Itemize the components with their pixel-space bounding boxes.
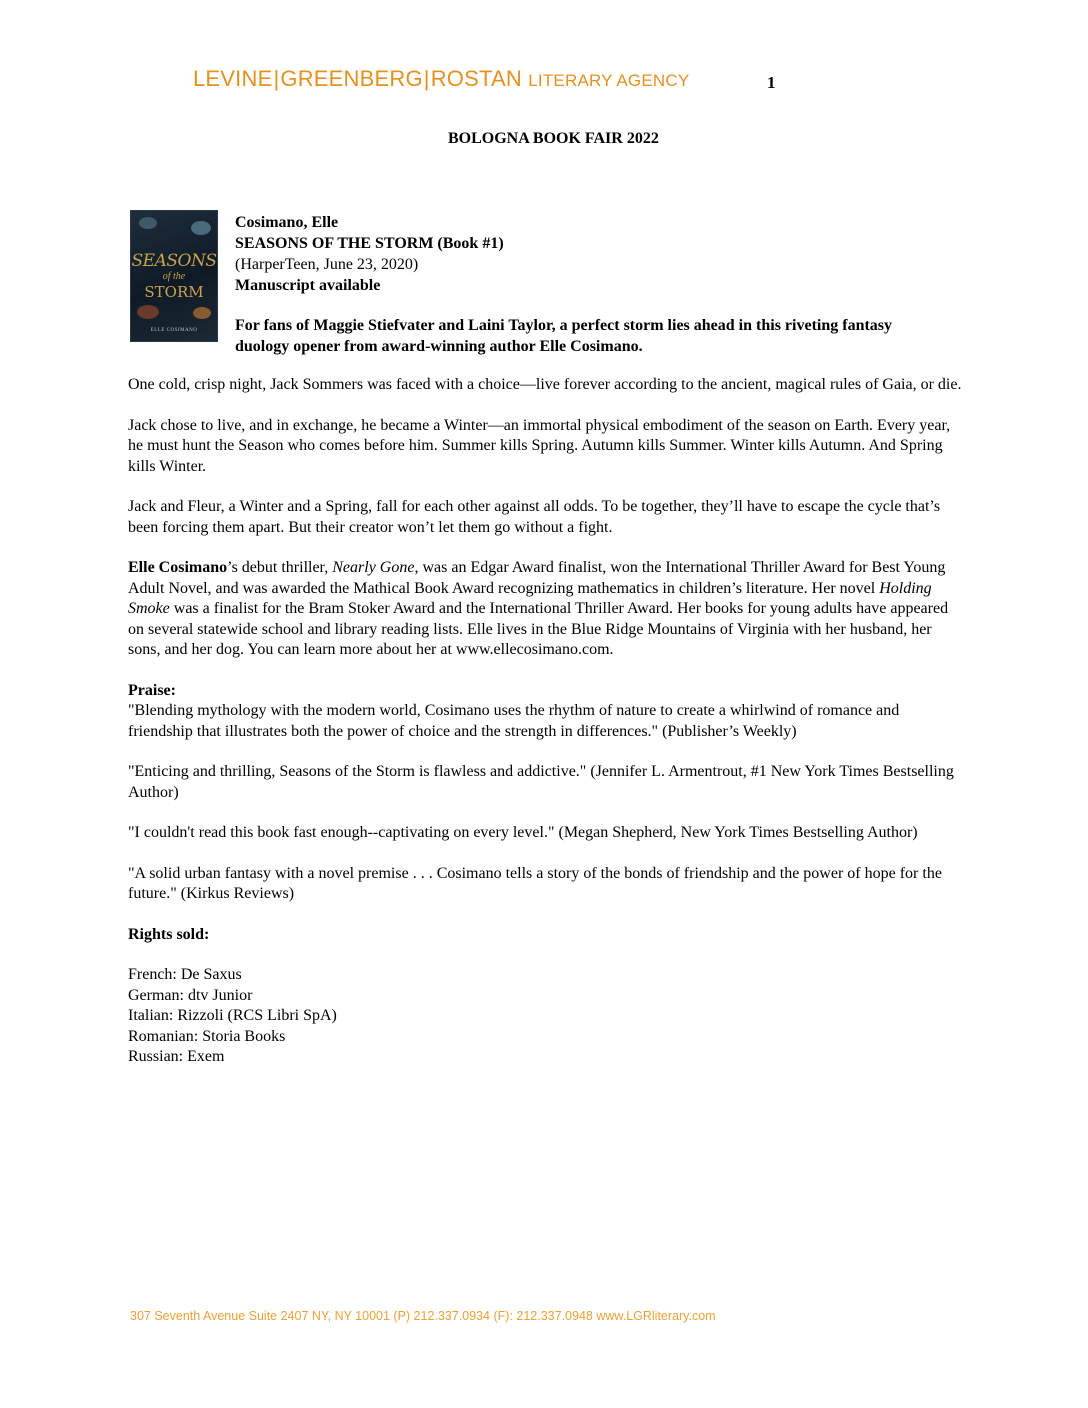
cover-author: ELLE COSIMANO (150, 328, 198, 333)
praise-quote: "Enticing and thrilling, Seasons of the Storm is flawless and addictive." (Jennifer L. Armentrout, #1 New York Times Bestselling Author) (128, 763, 954, 801)
rights-item: Italian: Rizzoli (RCS Libri SpA) (128, 1007, 337, 1024)
rights-item: Romanian: Storia Books (128, 1027, 286, 1045)
book-publisher: (HarperTeen, June 23, 2020) (235, 256, 419, 273)
bio-text: was a finalist for the Bram Stoker Award and the International Thriller Award. Her books for young adults have appeared on several statewide school and library reading lists. Elle lives in the Blue Ridge Mountains of Virginia with her husband, her sons, and her dog. You can learn more about her at www.ellecosimano.com. (128, 600, 949, 658)
rights-list (128, 965, 963, 1068)
cover-ornament (137, 305, 159, 319)
page-number: 1 (767, 73, 776, 92)
rights-item: French: De Saxus (128, 966, 242, 983)
main-content (128, 375, 963, 1068)
book-cover-image (130, 210, 218, 342)
book-author: Cosimano, Elle (235, 214, 339, 231)
synopsis-paragraph: Jack chose to live, and in exchange, he became a Winter—an immortal physical embodiment of the season on Earth. Every year, he must hunt the Season who comes before him. Summer kills Spring. Autumn kills Summer. Winter kills Autumn. And Spring kills Winter. (128, 416, 951, 475)
bio-book-title: Nearly Gone (332, 559, 415, 576)
cover-ornament (139, 217, 157, 229)
book-pitch: For fans of Maggie Stiefvater and Laini Taylor, a perfect storm lies ahead in this riveting fantasy duology opener from award-winning author Elle Cosimano. (235, 317, 893, 355)
agency-name-greenberg: GREENBERG (280, 66, 423, 91)
agency-separator: | (273, 66, 280, 91)
synopsis-paragraph: One cold, crisp night, Jack Sommers was faced with a choice—live forever according to the ancient, magical rules of Gaia, or die. (128, 376, 962, 393)
page-title: BOLOGNA BOOK FAIR 2022 (448, 130, 659, 147)
cover-ornament (191, 221, 211, 235)
synopsis-paragraph: Jack and Fleur, a Winter and a Spring, fall for each other against all odds. To be together, they’ll have to escape the cycle that’s been forcing them apart. But their creator won’t let them go without a fight. (128, 498, 941, 536)
bio-text: , was an Edgar Award finalist, won the International Thriller Award for Best Young Adult Novel, and was awarded the Mathical Book Award recognizing mathematics in children’s literature. Her novel (128, 559, 946, 597)
cover-title: STORM (144, 283, 204, 301)
bio-book-title: Holding Smoke (128, 579, 932, 617)
book-title: SEASONS OF THE STORM (Book #1) (235, 235, 504, 252)
bio-text: ’s debut thriller, (227, 559, 333, 576)
bio-author-name: Elle Cosimano (128, 559, 228, 576)
rights-heading: Rights sold: (128, 925, 210, 943)
agency-logo (193, 66, 689, 92)
author-bio (128, 558, 963, 661)
agency-name-rostan: ROSTAN (430, 66, 522, 91)
book-availability: Manuscript available (235, 277, 381, 294)
praise-heading: Praise: (128, 681, 176, 699)
cover-title: of the (162, 271, 186, 282)
cover-ornament (193, 307, 211, 319)
agency-separator: | (423, 66, 430, 91)
rights-item: German: dtv Junior (128, 986, 253, 1004)
praise-quote: "Blending mythology with the modern world, Cosimano uses the rhythm of nature to create a whirlwind of romance and friendship that illustrates both the power of choice and the strength in differences." (Publisher’s Weekly) (128, 702, 900, 740)
book-info (235, 212, 504, 296)
rights-item: Russian: Exem (128, 1048, 225, 1065)
footer-contact: 307 Seventh Avenue Suite 2407 NY, NY 10001 (P) 212.337.0934 (F): 212.337.0948 www.LGRliterary.com (130, 1309, 716, 1323)
agency-name-levine: LEVINE (193, 66, 273, 91)
cover-title: SEASONS (131, 251, 217, 271)
agency-tagline: LITERARY AGENCY (528, 71, 690, 90)
praise-quote: "I couldn't read this book fast enough--captivating on every level." (Megan Shepherd, New York Times Bestselling Author) (128, 824, 918, 841)
praise-quote: "A solid urban fantasy with a novel premise . . . Cosimano tells a story of the bonds of friendship and the power of hope for the future." (Kirkus Reviews) (128, 864, 942, 902)
